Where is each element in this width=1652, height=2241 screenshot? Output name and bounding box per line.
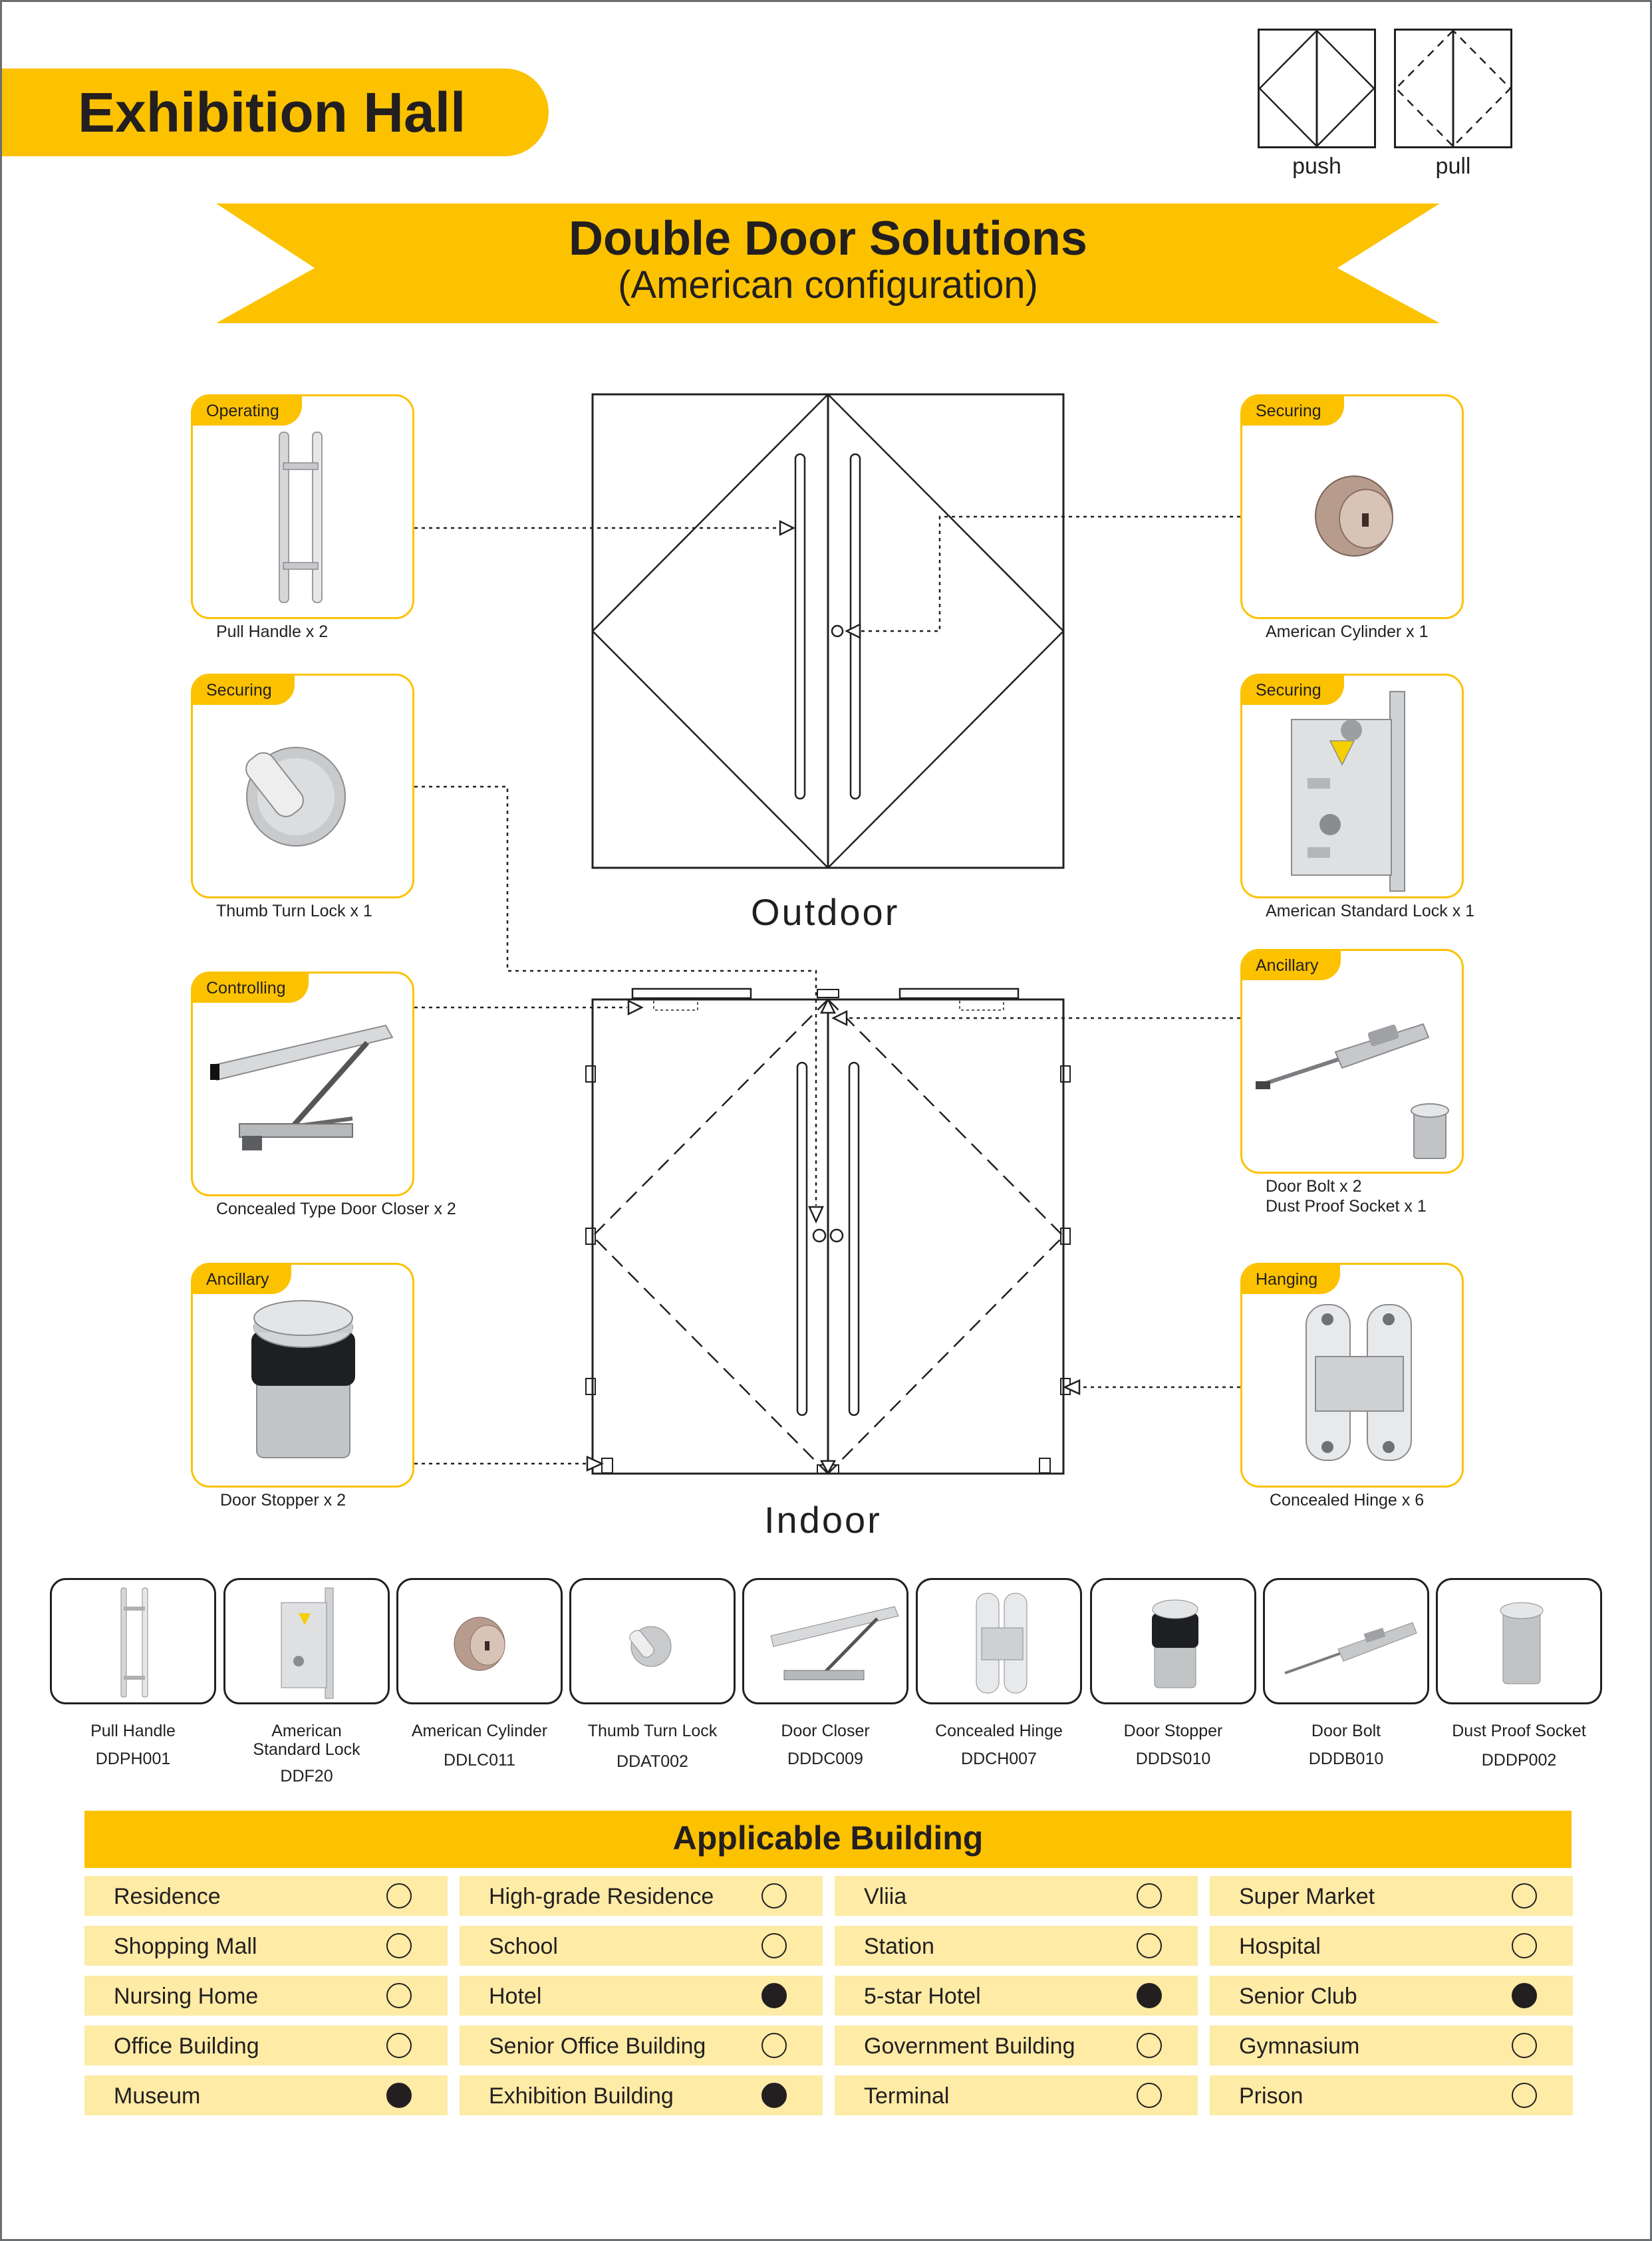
card-tag: Ancillary <box>1242 951 1341 980</box>
product-code: DDLC011 <box>444 1751 515 1770</box>
thumb-turn-icon <box>193 676 414 898</box>
building-row <box>460 1876 823 1916</box>
door-bolt-icon <box>1265 1580 1429 1704</box>
empty-circle-icon <box>386 2033 412 2058</box>
filled-circle-icon <box>761 1983 787 2008</box>
empty-circle-icon <box>1137 2033 1162 2058</box>
pull-handle-card <box>191 394 414 619</box>
thumb-turn-icon <box>571 1580 736 1704</box>
product-name: Door Closer <box>781 1722 870 1740</box>
filled-circle-icon <box>386 2083 412 2108</box>
building-name: Senior Office Building <box>489 2034 706 2059</box>
filled-circle-icon <box>1137 1983 1162 2008</box>
standard-lock-caption: American Standard Lock x 1 <box>1266 902 1475 920</box>
door-closer-card <box>191 972 414 1196</box>
hinge-icon <box>918 1580 1082 1704</box>
building-name: Vliia <box>864 1884 907 1909</box>
building-row <box>84 1926 448 1966</box>
pull-handle-icon <box>52 1580 216 1704</box>
product-cylinder <box>396 1578 563 1704</box>
cylinder-card <box>1240 394 1464 619</box>
applicable-building-title: Applicable Building <box>672 1819 984 1857</box>
empty-circle-icon <box>1137 1883 1162 1909</box>
product-code: DDF20 <box>280 1767 333 1785</box>
card-tag: Controlling <box>193 974 309 1003</box>
product-code: DDDC009 <box>787 1750 863 1768</box>
product-thumb-turn <box>569 1578 736 1704</box>
product-pull-handle <box>50 1578 216 1704</box>
building-row <box>84 2075 448 2115</box>
page-title: Exhibition Hall <box>78 81 466 144</box>
product-code: DDDP002 <box>1481 1751 1557 1770</box>
building-row <box>835 2026 1198 2065</box>
banner-subtitle: (American configuration) <box>618 263 1038 307</box>
building-row <box>835 2075 1198 2115</box>
product-code: DDCH007 <box>961 1750 1037 1768</box>
empty-circle-icon <box>386 1983 412 2008</box>
pull-handle-icon <box>193 396 414 619</box>
product-name: Door Stopper <box>1123 1722 1223 1740</box>
cylinder-icon <box>398 1580 563 1704</box>
empty-circle-icon <box>1512 1933 1537 1958</box>
building-name: Shopping Mall <box>114 1934 257 1959</box>
dust-proof-socket-icon <box>1438 1580 1602 1704</box>
hinge-caption: Concealed Hinge x 6 <box>1270 1491 1425 1510</box>
building-row <box>1210 2026 1573 2065</box>
empty-circle-icon <box>386 1883 412 1909</box>
building-name: Museum <box>114 2083 201 2109</box>
building-row <box>460 1976 823 2016</box>
product-door-closer <box>742 1578 908 1704</box>
empty-circle-icon <box>761 1933 787 1958</box>
thumb-turn-caption: Thumb Turn Lock x 1 <box>216 902 372 920</box>
building-row <box>1210 1926 1573 1966</box>
outdoor-door-diagram <box>593 394 1063 868</box>
building-row <box>460 2026 823 2065</box>
thumb-turn-card <box>191 674 414 898</box>
product-code: DDDS010 <box>1135 1750 1211 1768</box>
door-closer-caption: Concealed Type Door Closer x 2 <box>216 1200 456 1218</box>
indoor-label: Indoor <box>764 1499 882 1541</box>
empty-circle-icon <box>761 1883 787 1909</box>
product-name: Pull Handle <box>90 1722 176 1740</box>
standard-lock-icon <box>1242 676 1464 898</box>
door-stopper-caption: Door Stopper x 2 <box>220 1491 346 1510</box>
building-name: High-grade Residence <box>489 1884 714 1909</box>
card-tag: Securing <box>1242 676 1344 705</box>
door-bolt-icon <box>1242 951 1464 1174</box>
cylinder-icon <box>1242 396 1464 619</box>
product-code: DDDB010 <box>1308 1750 1384 1768</box>
building-name: School <box>489 1934 558 1959</box>
product-name: Concealed Hinge <box>935 1722 1063 1740</box>
card-tag: Ancillary <box>193 1265 291 1294</box>
product-code: DDPH001 <box>95 1750 171 1768</box>
building-name: 5-star Hotel <box>864 1984 981 2009</box>
building-name: Office Building <box>114 2034 259 2059</box>
empty-circle-icon <box>1512 2083 1537 2108</box>
building-name: Super Market <box>1239 1884 1375 1909</box>
door-bolt-caption: Door Bolt x 2 <box>1266 1177 1362 1196</box>
building-row <box>1210 1876 1573 1916</box>
product-code: DDAT002 <box>617 1752 688 1771</box>
product-name: Door Bolt <box>1311 1722 1381 1740</box>
product-name-line-2: Standard Lock <box>253 1740 360 1759</box>
pull-handle-caption: Pull Handle x 2 <box>216 622 329 641</box>
building-name: Hotel <box>489 1984 542 2009</box>
building-name: Terminal <box>864 2083 950 2109</box>
building-name: Hospital <box>1239 1934 1321 1959</box>
hinge-icon <box>1242 1265 1464 1488</box>
building-name: Station <box>864 1934 934 1959</box>
product-name: Thumb Turn Lock <box>587 1722 718 1740</box>
empty-circle-icon <box>386 1933 412 1958</box>
building-name: Prison <box>1239 2083 1304 2109</box>
empty-circle-icon <box>1512 2033 1537 2058</box>
building-row <box>1210 1976 1573 2016</box>
building-name: Nursing Home <box>114 1984 259 2009</box>
building-row <box>1210 2075 1573 2115</box>
building-name: Residence <box>114 1884 221 1909</box>
empty-circle-icon <box>761 2033 787 2058</box>
empty-circle-icon <box>1137 1933 1162 1958</box>
pull-legend-label: pull <box>1435 154 1471 179</box>
product-door-bolt <box>1263 1578 1429 1704</box>
push-legend-label: push <box>1292 154 1341 179</box>
dust-proof-socket-caption: Dust Proof Socket x 1 <box>1266 1197 1427 1216</box>
door-stopper-icon <box>1092 1580 1256 1704</box>
building-name: Exhibition Building <box>489 2083 674 2109</box>
cylinder-caption: American Cylinder x 1 <box>1266 622 1429 641</box>
building-name: Senior Club <box>1239 1984 1357 2009</box>
standard-lock-icon <box>225 1580 390 1704</box>
banner-title: Double Door Solutions <box>569 212 1087 265</box>
card-tag: Securing <box>1242 396 1344 426</box>
door-closer-icon <box>744 1580 908 1704</box>
product-name: Dust Proof Socket <box>1452 1722 1586 1740</box>
card-tag: Hanging <box>1242 1265 1340 1294</box>
product-door-stopper <box>1090 1578 1256 1704</box>
building-name: Gymnasium <box>1239 2034 1360 2059</box>
empty-circle-icon <box>1512 1883 1537 1909</box>
empty-circle-icon <box>1137 2083 1162 2108</box>
door-bolt-card <box>1240 949 1464 1174</box>
door-stopper-icon <box>193 1265 414 1488</box>
building-row <box>835 1976 1198 2016</box>
card-tag: Securing <box>193 676 295 705</box>
hinge-card <box>1240 1263 1464 1488</box>
building-row <box>84 1876 448 1916</box>
building-row <box>460 2075 823 2115</box>
product-standard-lock <box>223 1578 390 1704</box>
standard-lock-card <box>1240 674 1464 898</box>
product-hinge <box>916 1578 1082 1704</box>
product-name: American <box>271 1722 342 1740</box>
building-row <box>835 1926 1198 1966</box>
indoor-door-diagram <box>586 989 1070 1474</box>
building-row <box>84 1976 448 2016</box>
building-row <box>84 2026 448 2065</box>
door-closer-icon <box>193 974 414 1196</box>
outdoor-label: Outdoor <box>751 891 900 933</box>
door-stopper-card <box>191 1263 414 1488</box>
filled-circle-icon <box>761 2083 787 2108</box>
building-row <box>460 1926 823 1966</box>
building-row <box>835 1876 1198 1916</box>
product-name: American Cylinder <box>411 1722 548 1740</box>
card-tag: Operating <box>193 396 302 426</box>
building-name: Government Building <box>864 2034 1075 2059</box>
product-dust-proof-socket <box>1436 1578 1602 1704</box>
filled-circle-icon <box>1512 1983 1537 2008</box>
